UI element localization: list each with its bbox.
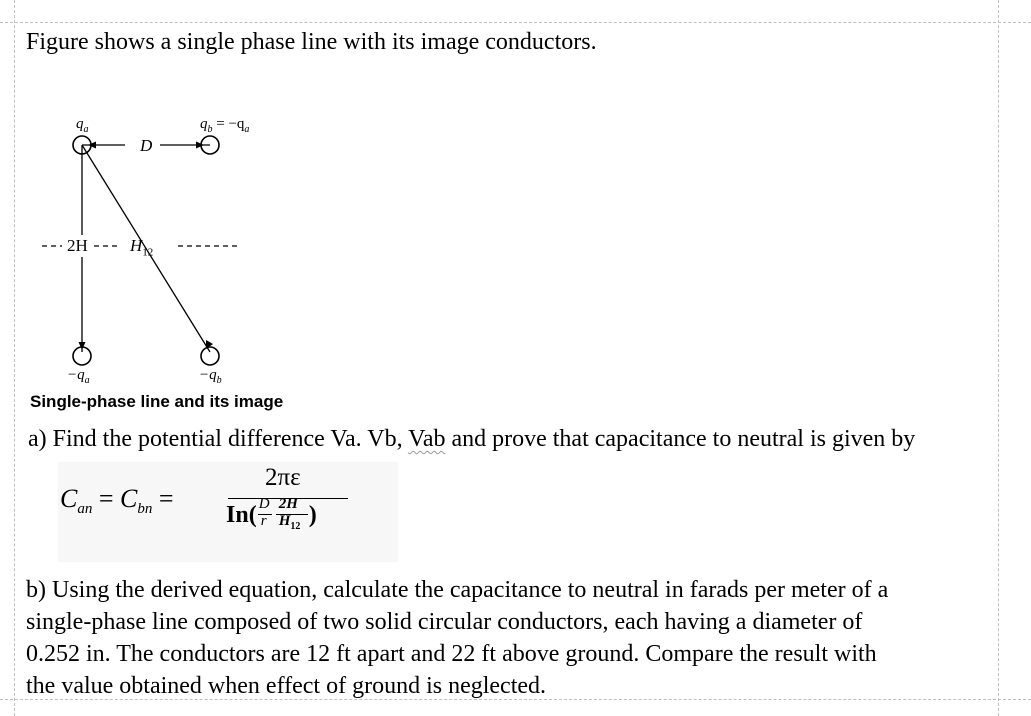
- d-arrow-right-head: [196, 142, 204, 149]
- left-margin-guide: [14, 0, 15, 716]
- label-2h: 2H: [67, 236, 88, 255]
- part-b-line-2: single-phase line composed of two solid circular conductors, each having a diameter of: [26, 609, 863, 635]
- label-qa: $q_a$: [76, 116, 89, 135]
- image-conductor-b-circle: [201, 347, 219, 365]
- d-arrow-left-head: [88, 142, 96, 149]
- part-a-text: a) Find the potential difference Va. Vb, Vab and prove that capacitance to neutral is given by: [28, 426, 916, 452]
- part-b-line-3: 0.252 in. The conductors are 12 ft apart and 22 ft above ground. Compare the result with: [26, 641, 877, 667]
- diagram-caption: Single-phase line and its image: [30, 392, 284, 411]
- top-margin-guide: [0, 22, 1031, 23]
- capacitance-formula: [58, 462, 398, 562]
- part-b-line-4: the value obtained when effect of ground is neglected.: [26, 673, 547, 699]
- right-margin-guide: [998, 0, 999, 716]
- label-h12: $H_{12}$: [130, 236, 154, 259]
- label-neg-qb: $-q_b$: [199, 367, 222, 386]
- label-qb-equals-neg-qa: $q_b = -q_a$: [200, 116, 250, 135]
- label-d: D: [140, 136, 153, 155]
- label-neg-qa: $-q_a$: [67, 367, 90, 386]
- formula-lhs: $C_{an} = C_{bn}$ =: [60, 484, 174, 518]
- formula-denominator: In( $\frac{D}{r}$ $\frac{2H}{H_{12}}$ ): [226, 496, 317, 533]
- image-a-arrow-head: [79, 342, 86, 350]
- vab-spellcheck-word: Vab: [408, 426, 446, 452]
- part-b-line-1: b) Using the derived equation, calculate the capacitance to neutral in farads per meter of a: [26, 577, 889, 603]
- formula-numerator: 2πε: [265, 464, 301, 491]
- intro-text: Figure shows a single phase line with its image conductors.: [26, 29, 597, 55]
